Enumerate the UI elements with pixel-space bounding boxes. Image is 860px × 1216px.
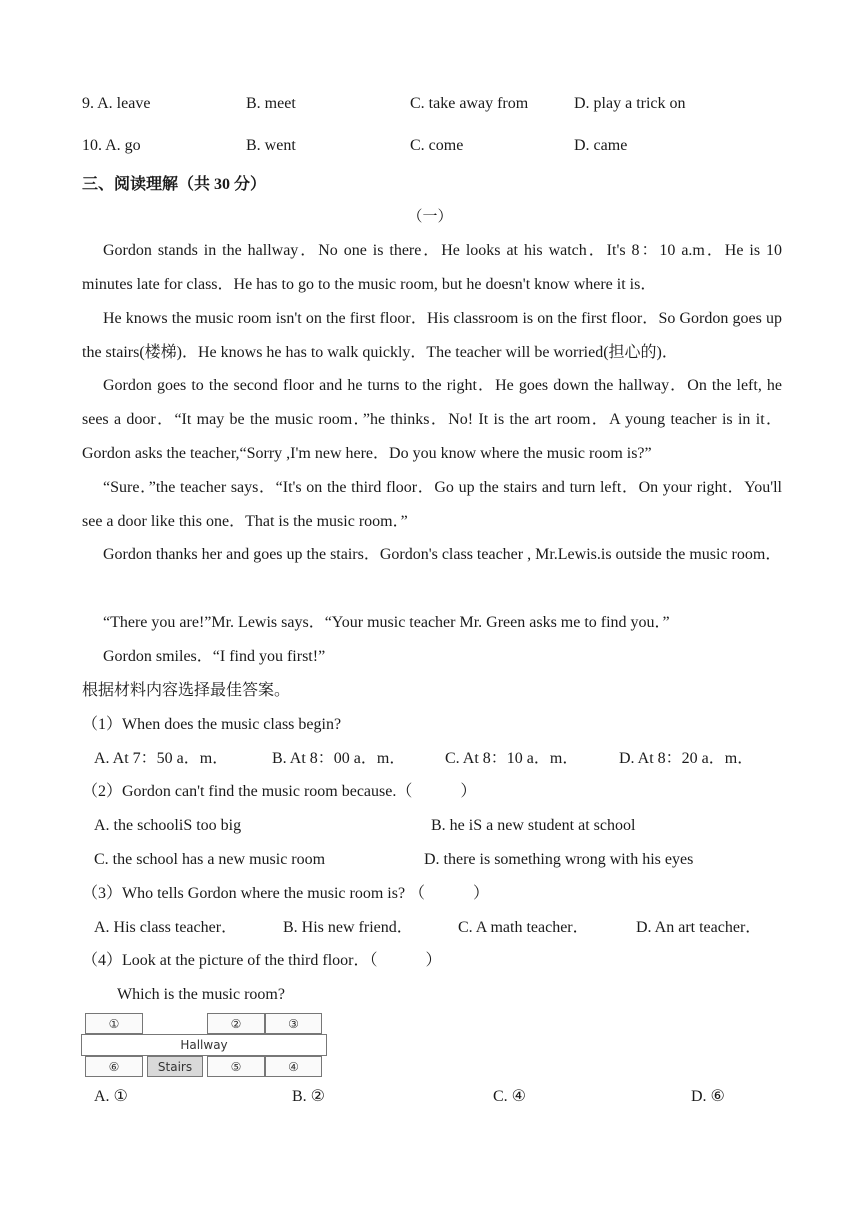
q10-option-d: D. came: [574, 137, 628, 154]
q1-option-a: A. At 7：50 a．m．: [94, 750, 229, 767]
q9-option-d: D. play a trick on: [574, 95, 686, 112]
room-6: ⑥: [85, 1056, 143, 1077]
q3-option-d: D. An art teacher．: [636, 919, 762, 936]
q4-option-d: D. ⑥: [691, 1088, 725, 1105]
q4-subquestion: Which is the music room?: [117, 986, 285, 1003]
paragraph-3: Gordon goes to the second floor and he turns to the right．He goes down the hallway．On the left, he sees a door．“It may be the music room．”he thinks．No! It is the art room．A young teacher is in it．Gordon asks the teacher,“Sorry ,I'm new here．Do you know where the music room is?”: [82, 377, 783, 462]
q9-option-b: B. meet: [246, 95, 296, 112]
room-1: ①: [85, 1013, 143, 1034]
passage-label: （一）: [407, 209, 453, 225]
paragraph-5: Gordon thanks her and goes up the stairs．Gordon's class teacher , Mr.Lewis.is outside the music room．: [103, 546, 782, 563]
q4-option-a: A. ①: [94, 1088, 128, 1105]
q3-option-c: C. A math teacher．: [458, 919, 589, 936]
room-4: ④: [265, 1056, 322, 1077]
q2-option-d: D. there is something wrong with his eyes: [424, 851, 694, 868]
floor-plan-figure: [81, 1011, 327, 1080]
q2-option-a: A. the schooliS too big: [94, 817, 242, 834]
room-2: ②: [207, 1013, 265, 1034]
paragraph-7: Gordon smiles．“I find you first!”: [103, 648, 326, 665]
stairs-label: Stairs: [147, 1056, 203, 1077]
q2-option-c: C. the school has a new music room: [94, 851, 326, 868]
q3-option-a: A. His class teacher．: [94, 919, 238, 936]
paragraph-6: “There you are!”Mr. Lewis says．“Your music teacher Mr. Green asks me to find you．”: [103, 614, 670, 631]
paragraph-4: “Sure．”the teacher says．“It's on the third floor．Go up the stairs and turn left．On your right．You'll see a door like this one．That is the music room．”: [82, 479, 782, 530]
q10-option-b: B. went: [246, 137, 296, 154]
hallway-label: Hallway: [81, 1034, 327, 1056]
room-5: ⑤: [207, 1056, 265, 1077]
q2-stem: （2）Gordon can't find the music room because.（ ）: [82, 783, 477, 800]
q3-option-b: B. His new friend．: [283, 919, 413, 936]
q1-option-d: D. At 8：20 a．m．: [619, 750, 754, 767]
q10-option-c: C. come: [410, 137, 464, 154]
q10-option-a: 10. A. go: [82, 137, 141, 154]
q9-option-a: 9. A. leave: [82, 95, 151, 112]
q1-stem: （1）When does the music class begin?: [82, 716, 342, 733]
q2-option-b: B. he iS a new student at school: [431, 817, 636, 834]
q9-option-c: C. take away from: [410, 95, 529, 112]
q4-option-c: C. ④: [493, 1088, 527, 1105]
section-title: 三、阅读理解（共 30 分）: [82, 176, 267, 193]
q4-stem: （4）Look at the picture of the third floor．（ ）: [82, 952, 442, 969]
instruction: 根据材料内容选择最佳答案。: [82, 682, 291, 699]
paragraph-1: Gordon stands in the hallway．No one is there．He looks at his watch．It's 8：10 a.m．He is 10 minutes late for class．He has to go to the music room, but he doesn't know where it is．: [82, 242, 782, 293]
q1-option-b: B. At 8：00 a．m．: [272, 750, 406, 767]
q4-option-b: B. ②: [292, 1088, 326, 1105]
q1-option-c: C. At 8：10 a．m．: [445, 750, 579, 767]
paragraph-2: He knows the music room isn't on the first floor．His classroom is on the first floor．So Gordon goes up the stairs(楼梯)．He knows he has to walk quickly．The teacher will be worried(担心的)．: [82, 310, 783, 361]
room-3: ③: [265, 1013, 322, 1034]
q3-stem: （3）Who tells Gordon where the music room is? （ ）: [82, 885, 490, 902]
